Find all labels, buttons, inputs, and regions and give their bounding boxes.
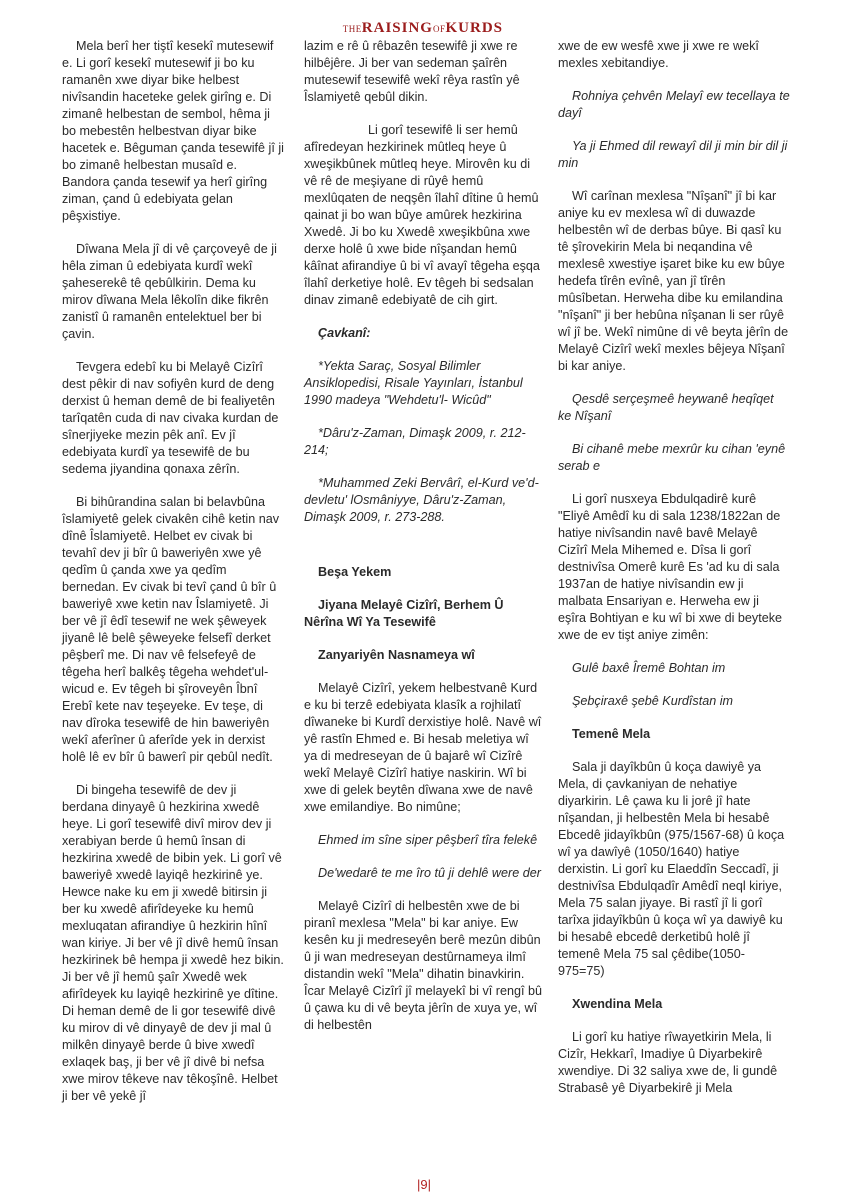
paragraph: Di bingeha tesewifê de dev ji berdana dinyayê û hezkirina xwedê heye. Li gorî tesewifê divî mirov dev ji xerabiyan berde û hemû însan di hezkirina xwedê de bibin yek. Li gorî vê baweriyê xwedê layiqê hezkirinê ye. Hewce nake ku em ji xwedê bitirsin ji ber ku xwedê afirîdeyeke ku hemû mexluqatan afirandiye û hezkirin hînî wan kiriye. Ji ber vê jî divê hemû însan hezkirinek bê hempa ji xwedê hez bikin. Ji ber vê jî hemû şaîr Xwedê wek afirîdeyek ku layiqê hezkirinê ye dîtine. Di heman demê de li gor tesewifê divê ku mirov di vê dinyayê de dev ji mal û milkên dinyayê berde û bive xwedî exlaqek baş, ji ber vê jî divê bi nefsa xwe mirov têkeve nav têkoşînê. Helbet ji ber vê yekê jî (62, 783, 284, 1103)
source-ref: *Muhammed Zeki Bervârî, el-Kurd ve'd-devletu' lOsmâniyye, Dâru'z-Zaman, Dimaşk 2009, r. 273-288. (304, 476, 539, 524)
running-header (343, 20, 503, 37)
verse: De'wedarê te me îro tû ji dehlê were der (318, 866, 541, 880)
section-title: Zanyariyên Nasnameya wî (318, 648, 475, 662)
paragraph: Dîwana Mela jî di vê çarçoveyê de ji hêla ziman û edebiyata kurdî wekî şaheserekê tê qebûlkirin. Dema ku mirov dîwana Mela lêkolîn dike fikrên zanistî û ramanên entelektuel ber bi çavin. (62, 242, 277, 341)
verse: Ya ji Ehmed dil rewayî dil ji min bir dil ji min (558, 139, 788, 170)
source-ref: *Yekta Saraç, Sosyal Bilimler Ansiklopedisi, Risale Yayınları, İstanbul 1990 madeya "Wehdetu'l- Wicûd" (304, 359, 523, 407)
paragraph: Li gorî tesewifê li ser hemû afîredeyan hezkirinek mûtleq heye û xweşikbûnek mûtleq heye. Mirovên ku di vê rê de meşiyane di rûyê hemû mexlûqaten de neqşên îlahî dîtine û hemû qainat ji bo wan bûye amûrek hezkirina Xwedê. Ji bo ku Xwedê xweşikbûna xwe derxe holê û xwe bide nîşandan hemû kâînat afirandiye û bi vî avayî têgeha eşqa îlahî derketiye holê. Ev têgeh bi sedsalan dinav zimanê edebiyatê de cih girt. (304, 123, 540, 307)
verse: Gulê baxê Îremê Bohtan im (572, 661, 726, 675)
part-title: Beşa Yekem (318, 565, 392, 579)
verse: Rohniya çehvên Melayî ew tecellaya te dayî (558, 89, 790, 120)
paragraph: xwe de ew wesfê xwe ji xwe re wekî mexles xebitandiye. (558, 39, 759, 70)
header-of: OF (432, 24, 446, 34)
paragraph: Sala ji dayîkbûn û koça dawiyê ya Mela, di çavkaniyan de nehatiye diyarkirin. Lê çawa ku li jorê jî hate nîşandan, ji helbestên Mela bi hesabê Ebcedê jidayîkbûn (975/1567-68) û koça wî ya dawîyê (1050/1640) hatiye derxistin. Li gorî ku Elaeddîn Seccadî, ji destnivîsa Ebdulqadîr Amêdî neql kiriye, Mela 75 salan jiyaye. Bi rastî jî li gorî tarîxa jidayîkbûn û koça wî ya dawiyê ku bi hesabê ebcedê derketibû holê jî temenê Mela 75 sal çêdibe(1050-975=75) (558, 760, 785, 978)
column-2 (304, 38, 542, 1050)
header-kurds: KURDS (445, 20, 503, 36)
paragraph: Li gorî ku hatiye rîwayetkirin Mela, li Cizîr, Hekkarî, Imadiye û Diyarbekirê xwendiye. Di 32 saliya xwe de, li gundê Strabasê yê Diyarbekirê ji Mela (558, 1030, 778, 1095)
section-title: Temenê Mela (572, 727, 651, 741)
paragraph: Melayê Cizîrî di helbestên xwe de bi piranî mexlesa "Mela" bi kar aniye. Ew kesên ku ji medreseyên berê mezûn dibûn û ji wan medreseyan destûrnameya ilmî distandin wekî "Mela" dihatin binavkirin. Îcar Melayê Cizîrî jî melayekî bi vî rengî bû û çawa ku di vê beyta jêrîn de xuya ye, wî di helbestên (304, 899, 542, 1032)
verse: Ehmed im sîne siper pêşberî tîra felekê (318, 833, 538, 847)
chapter-title: Jiyana Melayê Cizîrî, Berhem Û Nêrîna Wî Ya Tesewifê (304, 598, 504, 629)
verse: Qesdê serçeşmeê heywanê heqîqet ke Nîşanî (558, 392, 774, 423)
header-the: THE (342, 24, 362, 34)
section-title: Xwendina Mela (572, 997, 663, 1011)
page-number: |9| (417, 1177, 431, 1192)
paragraph: Wî carînan mexlesa "Nîşanî" jî bi kar aniye ku ev mexlesa wî di duwazde helbestên wî de derbas bûye. Bi qasî ku tê şîrovekirin Mela bi neqandina vê mexlesê xwestiye işaret bike ku ew bûye hedefa tîrên evînê, yan jî tîrên mûsîbetan. Herweha dibe ku emilandina "nîşanî" ji ber hebûna nîşanan li ser rûyê wî jî be. Wekî nimûne di vê beyta jêrîn de Melayê Cizîrî wekî mexles bêjeya Nîşanî bi kar aniye. (558, 189, 789, 373)
paragraph: Tevgera edebî ku bi Melayê Cizîrî dest pêkir di nav sofiyên kurd de deng derxist û heman demê de bi fealiyetên tarîqatên cuda di nav civaka kurdan de sînerjiyeke mezin pêk anî. Ev jî edebiyata kurdî ya tesewifê de bu sedema jiyandina qonaxa zêrîn. (62, 360, 279, 476)
header-raising: RAISING (361, 20, 433, 36)
sources-title: Çavkanî: (318, 326, 371, 340)
paragraph: lazim e rê û rêbazên tesewifê ji xwe re hilbêjêre. Ji ber van sedeman şaîrên mutesewif tesewifê wekî rêya rastîn yê Îslamiyetê qebûl dikin. (304, 39, 520, 104)
paragraph: Bi bihûrandina salan bi belavbûna îslamiyetê gelek civakên cihê ketin nav dînê Îslamiyetê. Helbet ev civak bi tevahî dev ji bîr û baweriyên xwe yê qedîm û çanda xwe ya qedîm bernedan. Ev civak bi tevî çand û bîr û baweriyê xwe ketin nav Îslamiyetê. Ji ber vê jî êdî tesewif ne wek şêweyek jiyanê lê belê şêweyeke felsefî derket pêşberî me. Di nav vê felsefeyê de têgeha herî balkêş têgeha wehdet'ul-wicud e. Ev têgeh bi şîroveyên Îbnî Erebî kete nav teşeyeke. Ev teşe, di nav dîroka tesewifê de hin baweriyên wekî aferîner û aferîde yek in derxist holê lê ev bîr û bawerî pir qebûl nedît. (62, 495, 280, 764)
verse: Bi cihanê mebe mexrûr ku cihan 'eynê serab e (558, 442, 786, 473)
paragraph: Melayê Cizîrî, yekem helbestvanê Kurd e ku bi terzê edebiyata klasîk a rojhilatî dîwaneke bi Kurdî derxistiye holê. Navê wî yê rastîn Ehmed e. Bi hesab meletiya wî ya di medreseyan de û bajarê wî Cizîrê wekî Melayê Cizîrî hatiye naskirin. Wî bi xwe di gelek beytên dîwana xwe de navê xwe emilandiye. Bo nimûne; (304, 681, 542, 814)
paragraph: Li gorî nusxeya Ebdulqadirê kurê "Eliyê Amêdî ku di sala 1238/1822an de hatiye nivîsandin navê bavê Melayê Cizîrî Mela Mihemed e. Dîsa li gorî destnivîsa Omerê kurê Es 'ad ku di sala 1937an de hatiye nivîsandin ew ji malbata Ensariyan e. Herweha ew ji eşîra Bohtiyan e ku wî bi xwe di beyteke xwe de ev tişt aniye zimên: (558, 492, 783, 642)
source-ref: *Dâru'z-Zaman, Dimaşk 2009, r. 212-214; (304, 426, 526, 457)
column-3 (558, 38, 790, 1113)
column-1 (62, 38, 284, 1121)
verse: Şebçiraxê şebê Kurdîstan im (572, 694, 734, 708)
paragraph: Mela berî her tiştî kesekî mutesewif e. Li gorî kesekî mutesewif ji bo ku ramanên xwe diyar bike helbest nivîsandin haceteke gelek girîng e. Di zimanê helbestan de sembol, hêma ji bo mebestên helbestvan diyar bike hacetek e. Bêguman çanda tesewifê jî ji bo zimanê helbestan musaîd e. Bandora çanda tesewif ya herî girîng ziman, çand û edebiyata gelan pêşxistiye. (62, 39, 284, 223)
